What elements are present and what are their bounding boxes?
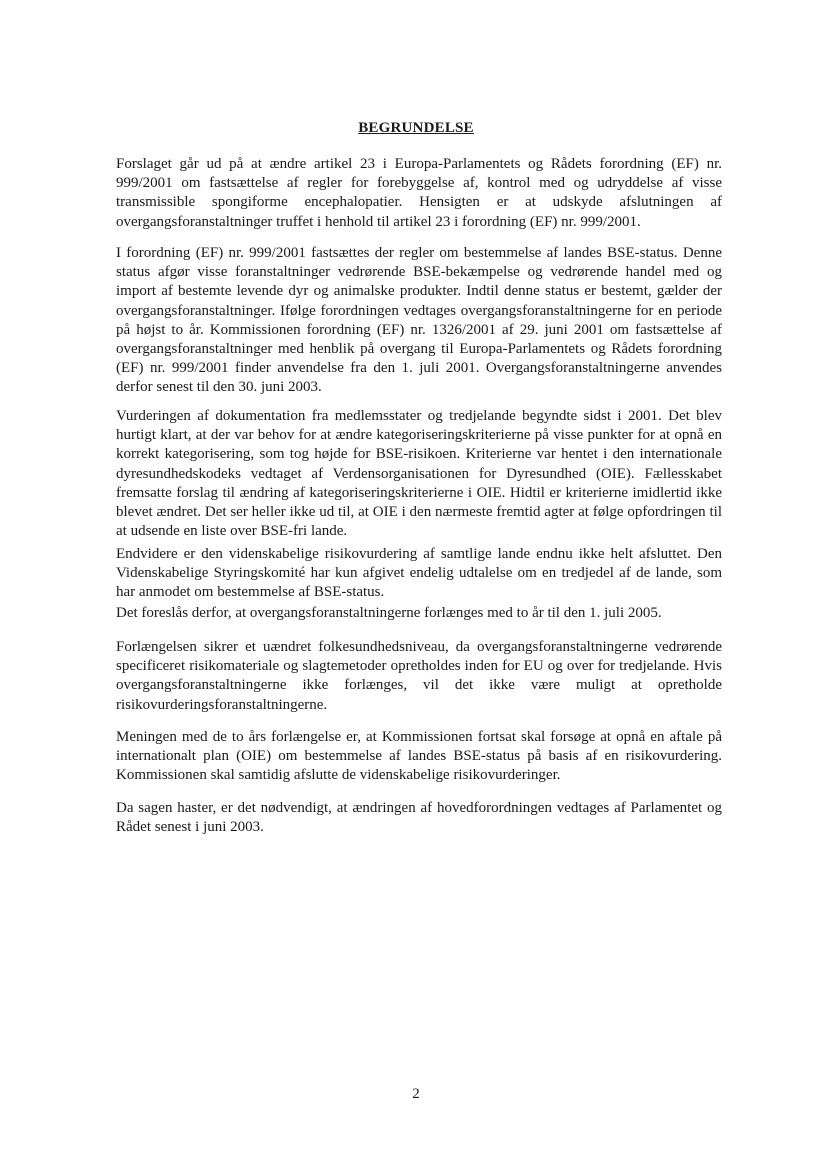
paragraph-6: Forlængelsen sikrer et uændret folkesundhedsniveau, da overgangsforanstaltningerne vedrørende specificeret risikomateriale og slagtemetoder opretholdes inden for EU og over for tredjelande. Hvis overgangsforanstaltningerne ikke forlænges, vil det ikke være muligt at opretholde risikovurderingsforanstaltningerne. (116, 639, 722, 713)
paragraph-3: Vurderingen af dokumentation fra medlemsstater og tredjelande begyndte sidst i 2001. Det blev hurtigt klart, at der var behov for at ændre kategoriseringskriterierne på visse punkter for at opnå en korrekt kategorisering, som tog højde for BSE-risikoen. Kriterierne var hentet i den internationale dyresundhedskodeks vedtaget af Verdensorganisationen for Dyresundhed (OIE). Fællesskabet fremsatte forslag til ændring af kategoriseringskriterierne i OIE. Hidtil er kriterierne imidlertid ikke blevet ændret. Det ser heller ikke ud til, at OIE i den nærmeste fremtid agter at følge opfordringen til at udsende en liste over BSE-fri lande. (116, 408, 722, 540)
page-number: 2 (412, 1086, 420, 1102)
paragraph-5: Det foreslås derfor, at overgangsforanstaltningerne forlænges med to år til den 1. juli 2005. (116, 605, 662, 621)
paragraph-7: Meningen med de to års forlængelse er, at Kommissionen fortsat skal forsøge at opnå en aftale på internationalt plan (OIE) om bestemmelse af landes BSE-status på basis af en risikovurdering. Kommissionen skal samtidig afslutte de videnskabelige risikovurderinger. (116, 729, 722, 784)
paragraph-1: Forslaget går ud på at ændre artikel 23 i Europa-Parlamentets og Rådets forordning (EF) nr. 999/2001 om fastsættelse af regler for forebyggelse af, kontrol med og udryddelse af visse transmissible spongiforme encephalopatier. Hensigten er at udskyde afslutningen af overgangsforanstaltninger truffet i henhold til artikel 23 i forordning (EF) nr. 999/2001. (116, 156, 722, 230)
paragraph-8: Da sagen haster, er det nødvendigt, at ændringen af hovedforordningen vedtages af Parlamentet og Rådet senest i juni 2003. (116, 800, 722, 836)
paragraph-4: Endvidere er den videnskabelige risikovurdering af samtlige lande endnu ikke helt afsluttet. Den Videnskabelige Styringskomité har kun afgivet endelig udtalelse om en tredjedel af de lande, som har anmodet om bestemmelse af BSE-status. (116, 546, 722, 601)
paragraph-2: I forordning (EF) nr. 999/2001 fastsættes der regler om bestemmelse af landes BSE-status. Denne status afgør visse foranstaltninger vedrørende BSE-bekæmpelse og vedrørende handel med og import af bestemte levende dyr og animalske produkter. Indtil denne status er bestemt, gælder der overgangsforanstaltninger. Ifølge forordningen vedtages overgangsforanstaltningerne for en periode på højst to år. Kommissionen forordning (EF) nr. 1326/2001 af 29. juni 2001 om fastsættelse af overgangsforanstaltninger med henblik på overgang til Europa-Parlamentets og Rådets forordning (EF) nr. 999/2001 finder anvendelse fra den 1. juli 2001. Overgangsforanstaltningerne anvendes derfor senest til den 30. juni 2003. (116, 245, 722, 396)
document-title: BEGRUNDELSE (358, 120, 474, 136)
